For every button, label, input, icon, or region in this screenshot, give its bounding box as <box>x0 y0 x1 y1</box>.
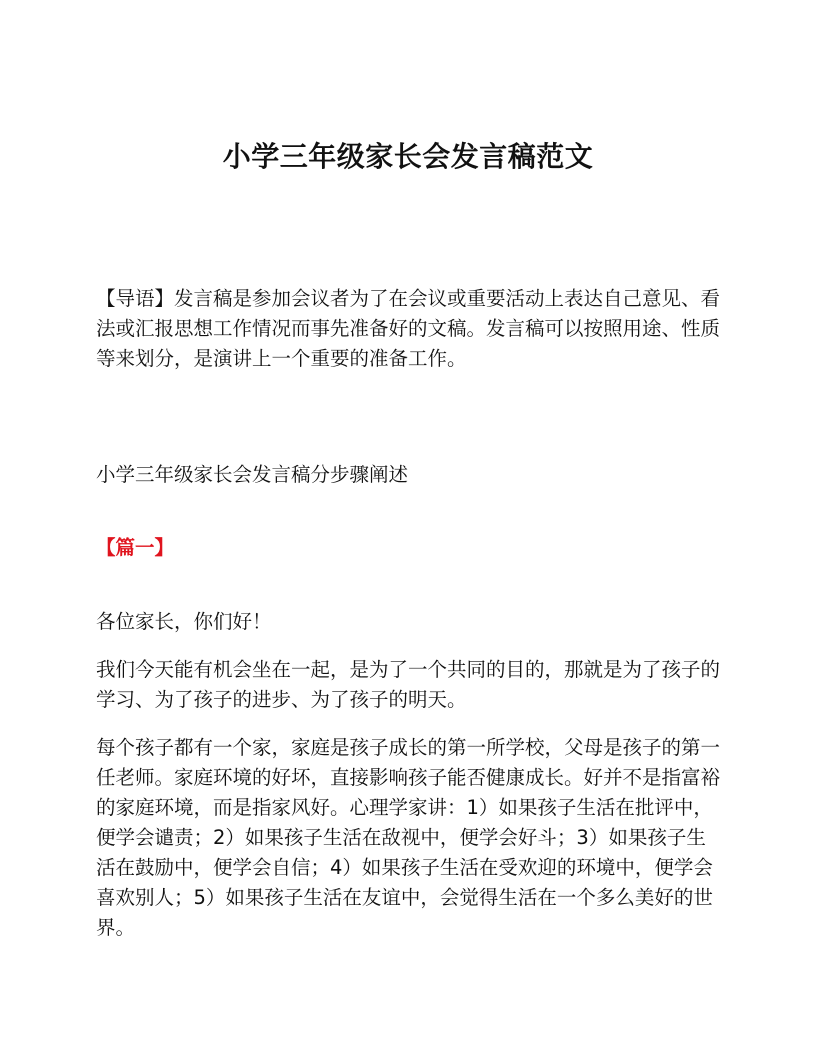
section-heading: 【篇一】 <box>96 536 175 559</box>
body-paragraph-2: 每个孩子都有一个家，家庭是孩子成长的第一所学校，父母是孩子的第一任老师。家庭环境的好坏，直接影响孩子能否健康成长。好并不是指富裕的家庭环境，而是指家风好。心理学家讲：1）如果孩子生活在批评中，便学会谴责；2）如果孩子生活在敌视中，便学会好斗；3）如果孩子生活在鼓励中，便学会自信；4）如果孩子生活在受欢迎的环境中，便学会喜欢别人；5）如果孩子生活在友谊中，会觉得生活在一个多么美好的世界。 <box>96 736 721 939</box>
body-paragraph-1: 我们今天能有机会坐在一起，是为了一个共同的目的，那就是为了孩子的学习、为了孩子的进步、为了孩子的明天。 <box>96 658 721 711</box>
greeting: 各位家长，你们好！ <box>96 610 272 633</box>
page-title: 小学三年级家长会发言稿范文 <box>222 139 594 173</box>
intro-paragraph: 【导语】发言稿是参加会议者为了在会议或重要活动上表达自己意见、看法或汇报思想工作情况而事先准备好的文稿。发言稿可以按照用途、性质等来划分，是演讲上一个重要的准备工作。 <box>96 287 721 370</box>
subtitle: 小学三年级家长会发言稿分步骤阐述 <box>96 463 409 486</box>
